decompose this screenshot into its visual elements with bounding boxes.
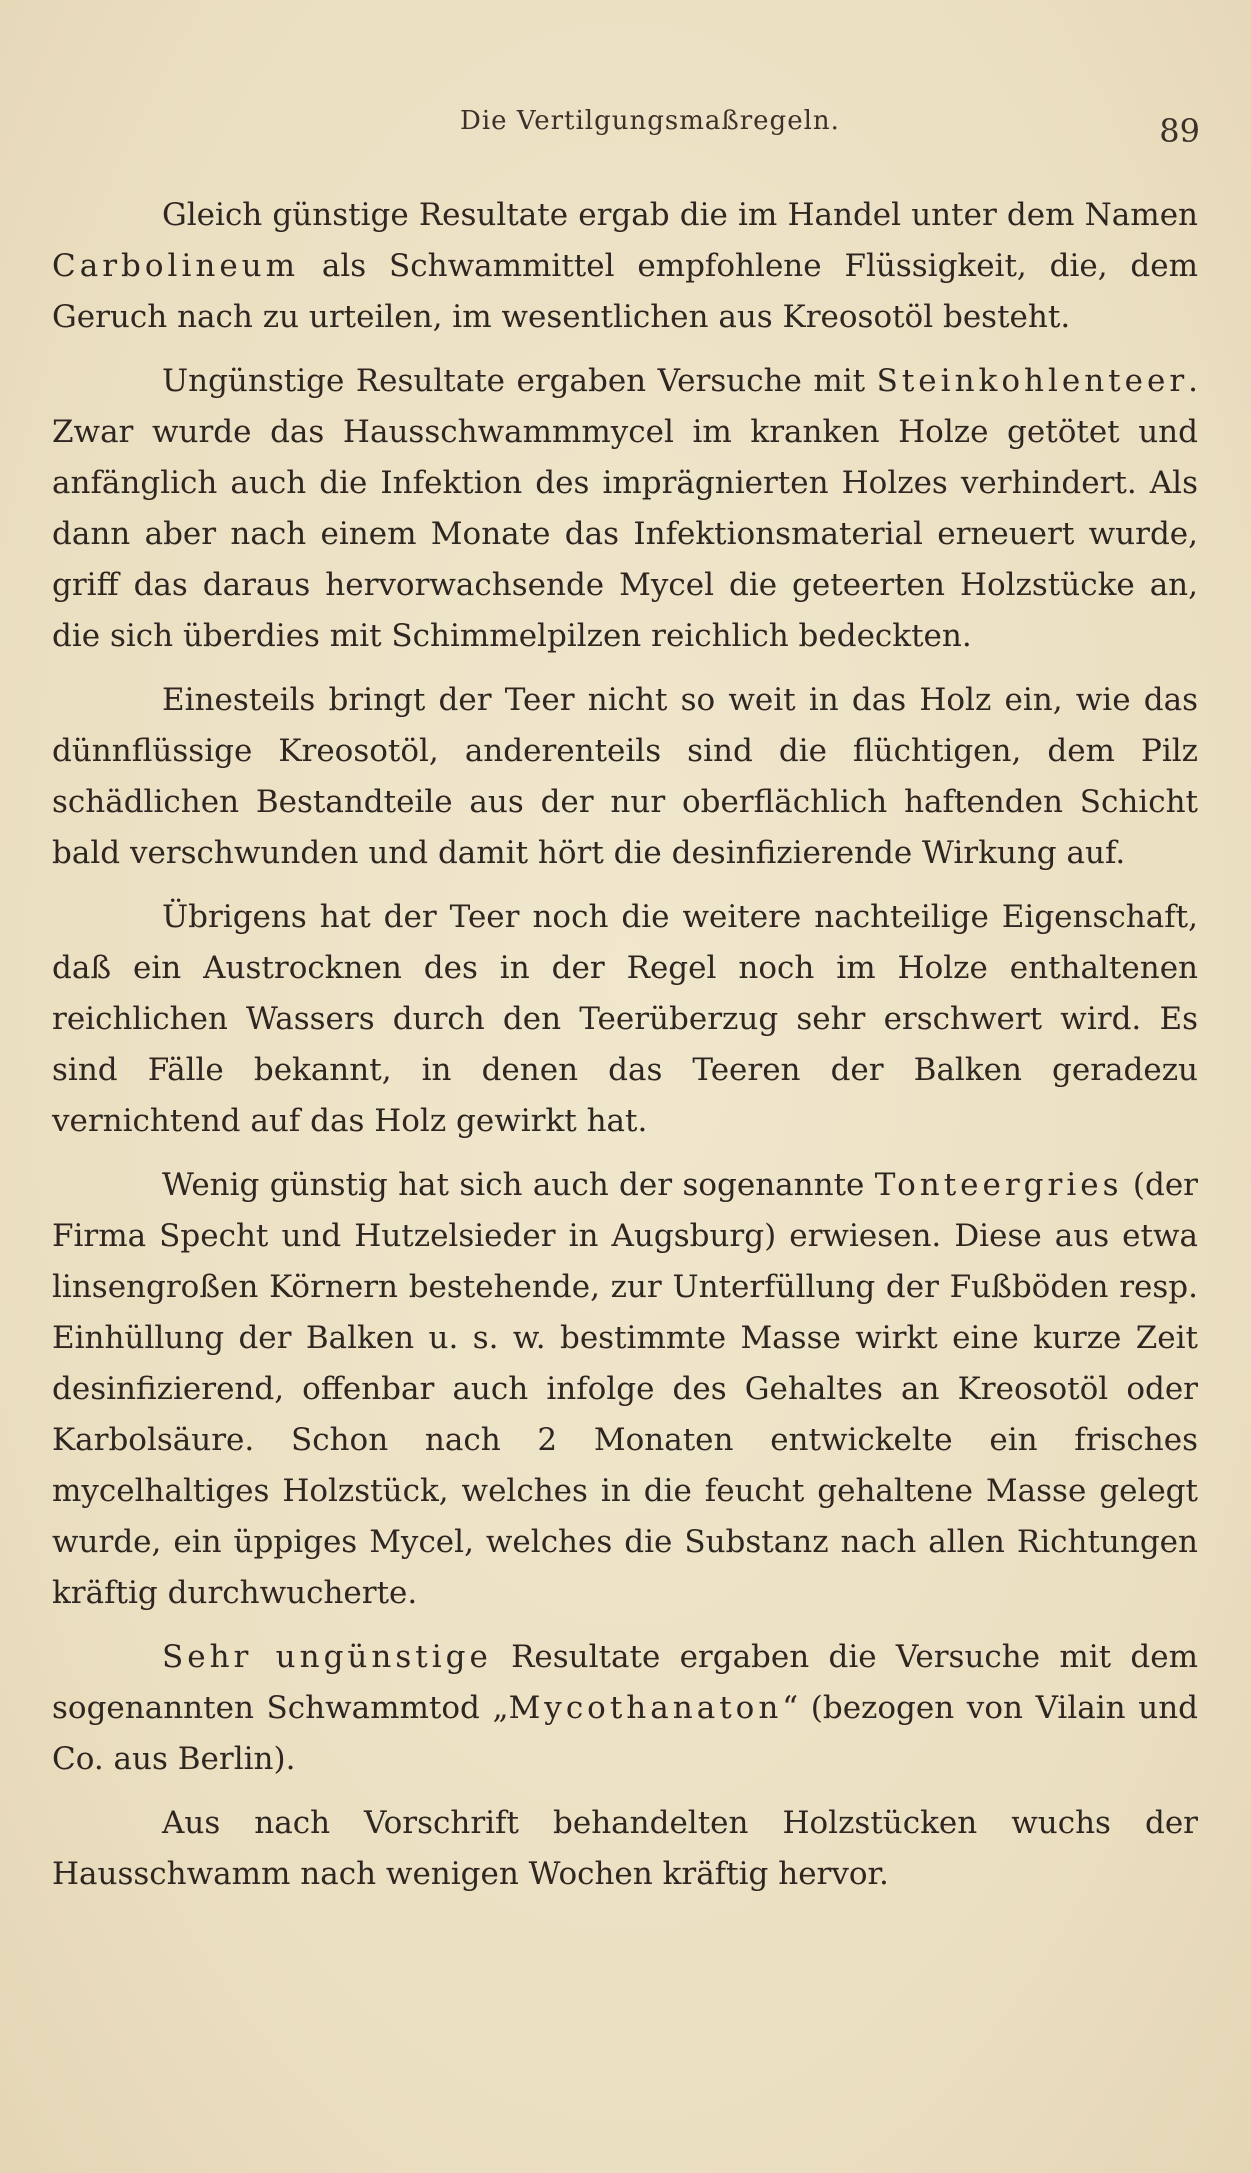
paragraph-steinkohlenteer — [52, 356, 1198, 662]
paragraph-text: als Schwammittel empfohlene Flüssigkeit, die, dem Geruch nach zu urteilen, im wesentlichen aus Kreosotöl besteht. — [52, 248, 1198, 335]
paragraph-mycothanaton — [52, 1632, 1198, 1785]
paragraph-tonteergries — [52, 1160, 1198, 1619]
paragraph-text: Aus nach Vorschrift behandelten Holzstücken wuchs der Hausschwamm nach wenigen Wochen kräftig hervor. — [52, 1805, 1198, 1892]
body-text — [52, 190, 1198, 1913]
paragraph-text: . Zwar wurde das Hausschwammmycel im kranken Holze getötet und anfänglich auch die Infektion des imprägnierten Holzes verhindert. Als dann aber nach einem Monate das Infektionsmaterial erneuert wurde, griff das daraus hervorwachsende Mycel die geteerten Holzstücke an, die sich überdies mit Schimmelpilzen reichlich bedeckten. — [52, 363, 1198, 654]
product-name-tonteergries: Tonteergries — [874, 1167, 1123, 1203]
page-number: 89 — [1159, 112, 1200, 150]
product-name-mycothanaton: Mycothanaton — [508, 1690, 783, 1726]
running-title: Die Vertilgungsmaßregeln. — [460, 106, 840, 136]
paragraph-text: Einesteils bringt der Teer nicht so weit in das Holz ein, wie das dünnflüssige Kreosotöl, anderenteils sind die flüchtigen, dem Pilz schädlichen Bestandteile aus der nur oberflächlich haftenden Schicht bald verschwunden und damit hört die desinfizierende Wirkung auf. — [52, 682, 1198, 871]
paragraph-text: Übrigens hat der Teer noch die weitere nachteilige Eigenschaft, daß ein Austrocknen des in der Regel noch im Holze enthaltenen reichlichen Wassers durch den Teerüberzug sehr erschwert wird. Es sind Fälle bekannt, in denen das Teeren der Balken geradezu vernichtend auf das Holz gewirkt hat. — [52, 899, 1198, 1139]
running-head — [160, 100, 1200, 150]
paragraph-hausschwamm — [52, 1798, 1198, 1900]
emphasis-text: Sehr ungünstige — [162, 1639, 492, 1675]
paragraph-text: “ (bezogen von Vilain und Co. aus Berlin). — [52, 1690, 1199, 1777]
paragraph-text: Resultate ergaben die Versuche mit dem sogenannten Schwammtod „ — [52, 1639, 1198, 1726]
paragraph-carbolineum — [52, 190, 1198, 343]
paragraph-text: Gleich günstige Resultate ergab die im Handel unter dem Namen — [162, 197, 1198, 233]
paragraph-text: Ungünstige Resultate ergaben Versuche mit — [162, 363, 877, 399]
product-name-carbolineum: Carbolineum — [52, 248, 300, 284]
paragraph-text: Wenig günstig hat sich auch der sogenannte — [162, 1167, 875, 1203]
product-name-steinkohlenteer: Steinkohlenteer — [876, 363, 1189, 399]
paragraph-teer-nachteil — [52, 892, 1198, 1147]
paragraph-text: (der Firma Specht und Hutzelsieder in Augsburg) erwiesen. Diese aus etwa linsengroßen Körnern bestehende, zur Unterfüllung der Fußböden resp. Einhüllung der Balken u. s. w. bestimmte Masse wirkt eine kurze Zeit desinfizierend, offenbar auch infolge des Gehaltes an Kreosotöl oder Karbolsäure. Schon nach 2 Monaten entwickelte ein frisches mycelhaltiges Holzstück, welches in die feucht gehaltene Masse gelegt wurde, ein üppiges Mycel, welches die Substanz nach allen Richtungen kräftig durchwucherte. — [52, 1167, 1198, 1611]
paragraph-teer-wirkung — [52, 675, 1198, 879]
